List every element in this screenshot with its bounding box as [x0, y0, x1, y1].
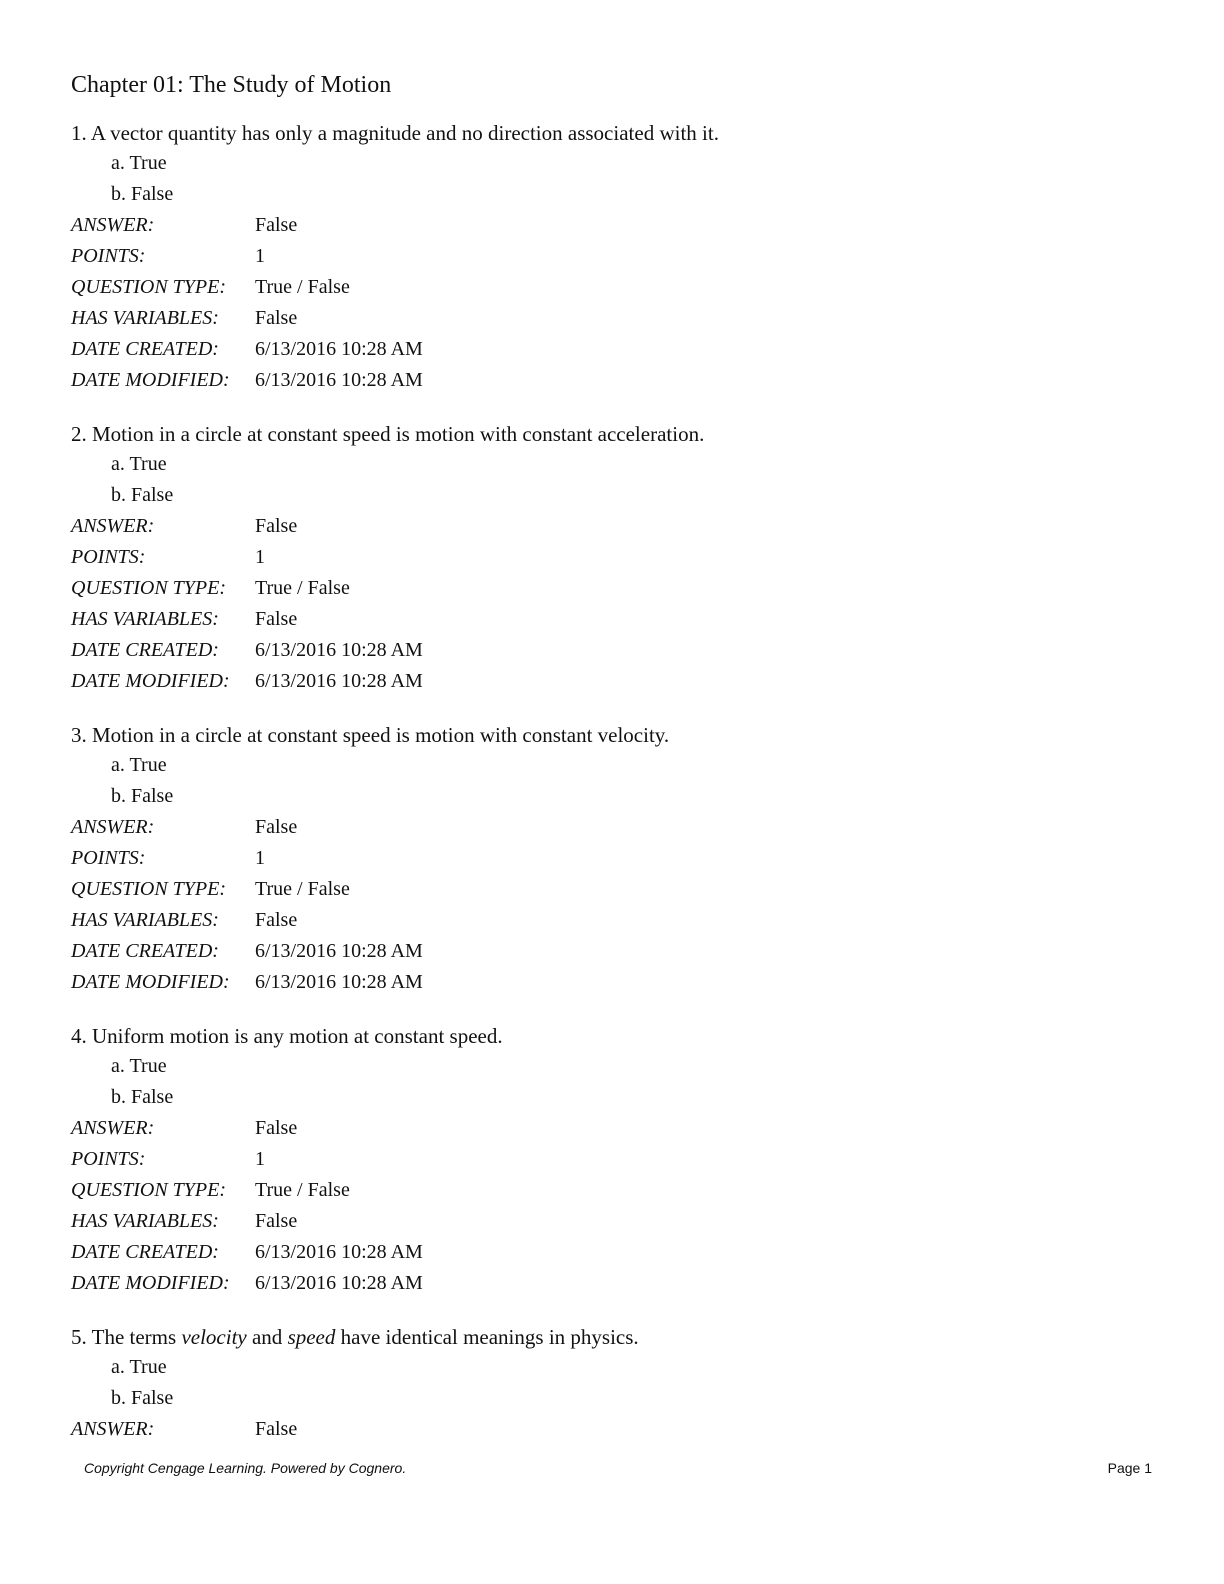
question-stem: 2. Motion in a circle at constant speed is motion with constant acceleration. [71, 422, 705, 446]
date-modified-value: 6/13/2016 10:28 AM [255, 670, 423, 692]
answer-row [71, 812, 1171, 843]
date-modified-row [71, 666, 1171, 697]
date-modified-value: 6/13/2016 10:28 AM [255, 369, 423, 391]
question-stem: 4. Uniform motion is any motion at constant speed. [71, 1024, 503, 1048]
answer-row [71, 1113, 1171, 1144]
has-variables-label: HAS VARIABLES: [71, 608, 219, 630]
question-type-label: QUESTION TYPE: [71, 276, 227, 298]
choice-a: a. True [111, 453, 167, 475]
question-type-value: True / False [255, 276, 350, 298]
answer-row [71, 1414, 1171, 1445]
question-stem [71, 1322, 1171, 1352]
answer-row [71, 210, 1171, 241]
has-variables-label: HAS VARIABLES: [71, 909, 219, 931]
has-variables-row [71, 604, 1171, 635]
choice-a: a. True [111, 1356, 167, 1378]
has-variables-row [71, 905, 1171, 936]
question-type-label: QUESTION TYPE: [71, 878, 227, 900]
page-title: Chapter 01: The Study of Motion [71, 72, 392, 98]
points-label: POINTS: [71, 546, 146, 568]
date-modified-row [71, 967, 1171, 998]
date-created-label: DATE CREATED: [71, 940, 219, 962]
date-created-row [71, 936, 1171, 967]
points-value: 1 [255, 546, 265, 568]
question-3 [71, 720, 1171, 998]
question-type-row [71, 573, 1171, 604]
question-type-label: QUESTION TYPE: [71, 1179, 227, 1201]
points-value: 1 [255, 847, 265, 869]
answer-label: ANSWER: [71, 816, 155, 838]
question-type-value: True / False [255, 1179, 350, 1201]
question-2 [71, 419, 1171, 697]
stem-term-speed: speed [287, 1325, 336, 1349]
date-created-row [71, 1237, 1171, 1268]
has-variables-label: HAS VARIABLES: [71, 307, 219, 329]
date-created-label: DATE CREATED: [71, 1241, 219, 1263]
date-created-value: 6/13/2016 10:28 AM [255, 639, 423, 661]
has-variables-row [71, 303, 1171, 334]
footer-copyright: Copyright Cengage Learning. Powered by Cognero. [84, 1460, 407, 1476]
points-row [71, 843, 1171, 874]
question-type-row [71, 272, 1171, 303]
answer-value: False [255, 1418, 298, 1440]
answer-label: ANSWER: [71, 1418, 155, 1440]
question-type-value: True / False [255, 878, 350, 900]
question-stem: 1. A vector quantity has only a magnitude and no direction associated with it. [71, 121, 719, 145]
date-created-value: 6/13/2016 10:28 AM [255, 940, 423, 962]
date-created-label: DATE CREATED: [71, 338, 219, 360]
date-modified-label: DATE MODIFIED: [71, 369, 230, 391]
question-4 [71, 1021, 1171, 1299]
date-modified-value: 6/13/2016 10:28 AM [255, 971, 423, 993]
points-label: POINTS: [71, 847, 146, 869]
has-variables-value: False [255, 307, 298, 329]
points-value: 1 [255, 245, 265, 267]
date-modified-label: DATE MODIFIED: [71, 670, 230, 692]
has-variables-value: False [255, 1210, 298, 1232]
points-row [71, 241, 1171, 272]
date-created-label: DATE CREATED: [71, 639, 219, 661]
date-created-value: 6/13/2016 10:28 AM [255, 338, 423, 360]
question-type-label: QUESTION TYPE: [71, 577, 227, 599]
has-variables-value: False [255, 608, 298, 630]
answer-label: ANSWER: [71, 214, 155, 236]
stem-part: 5. The terms [71, 1325, 182, 1349]
choice-a: a. True [111, 1055, 167, 1077]
question-5 [71, 1322, 1171, 1445]
question-type-value: True / False [255, 577, 350, 599]
date-created-row [71, 635, 1171, 666]
choice-b: b. False [111, 183, 174, 205]
question-type-row [71, 1175, 1171, 1206]
answer-value: False [255, 1117, 298, 1139]
has-variables-value: False [255, 909, 298, 931]
date-modified-row [71, 1268, 1171, 1299]
question-1 [71, 118, 1171, 396]
answer-label: ANSWER: [71, 1117, 155, 1139]
date-modified-label: DATE MODIFIED: [71, 1272, 230, 1294]
date-created-value: 6/13/2016 10:28 AM [255, 1241, 423, 1263]
answer-value: False [255, 515, 298, 537]
stem-part: have identical meanings in physics. [335, 1325, 639, 1349]
question-stem: 3. Motion in a circle at constant speed is motion with constant velocity. [71, 723, 670, 747]
points-label: POINTS: [71, 245, 146, 267]
date-created-row [71, 334, 1171, 365]
has-variables-row [71, 1206, 1171, 1237]
question-type-row [71, 874, 1171, 905]
date-modified-row [71, 365, 1171, 396]
choice-b: b. False [111, 785, 174, 807]
choice-b: b. False [111, 484, 174, 506]
points-row [71, 1144, 1171, 1175]
stem-term-velocity: velocity [181, 1325, 247, 1349]
has-variables-label: HAS VARIABLES: [71, 1210, 219, 1232]
answer-value: False [255, 816, 298, 838]
page-number: Page 1 [1107, 1460, 1152, 1476]
answer-label: ANSWER: [71, 515, 155, 537]
choice-b: b. False [111, 1387, 174, 1409]
choice-a: a. True [111, 754, 167, 776]
points-row [71, 542, 1171, 573]
answer-row [71, 511, 1171, 542]
choice-a: a. True [111, 152, 167, 174]
points-value: 1 [255, 1148, 265, 1170]
points-label: POINTS: [71, 1148, 146, 1170]
date-modified-value: 6/13/2016 10:28 AM [255, 1272, 423, 1294]
date-modified-label: DATE MODIFIED: [71, 971, 230, 993]
answer-value: False [255, 214, 298, 236]
stem-part: and [246, 1325, 288, 1349]
choice-b: b. False [111, 1086, 174, 1108]
